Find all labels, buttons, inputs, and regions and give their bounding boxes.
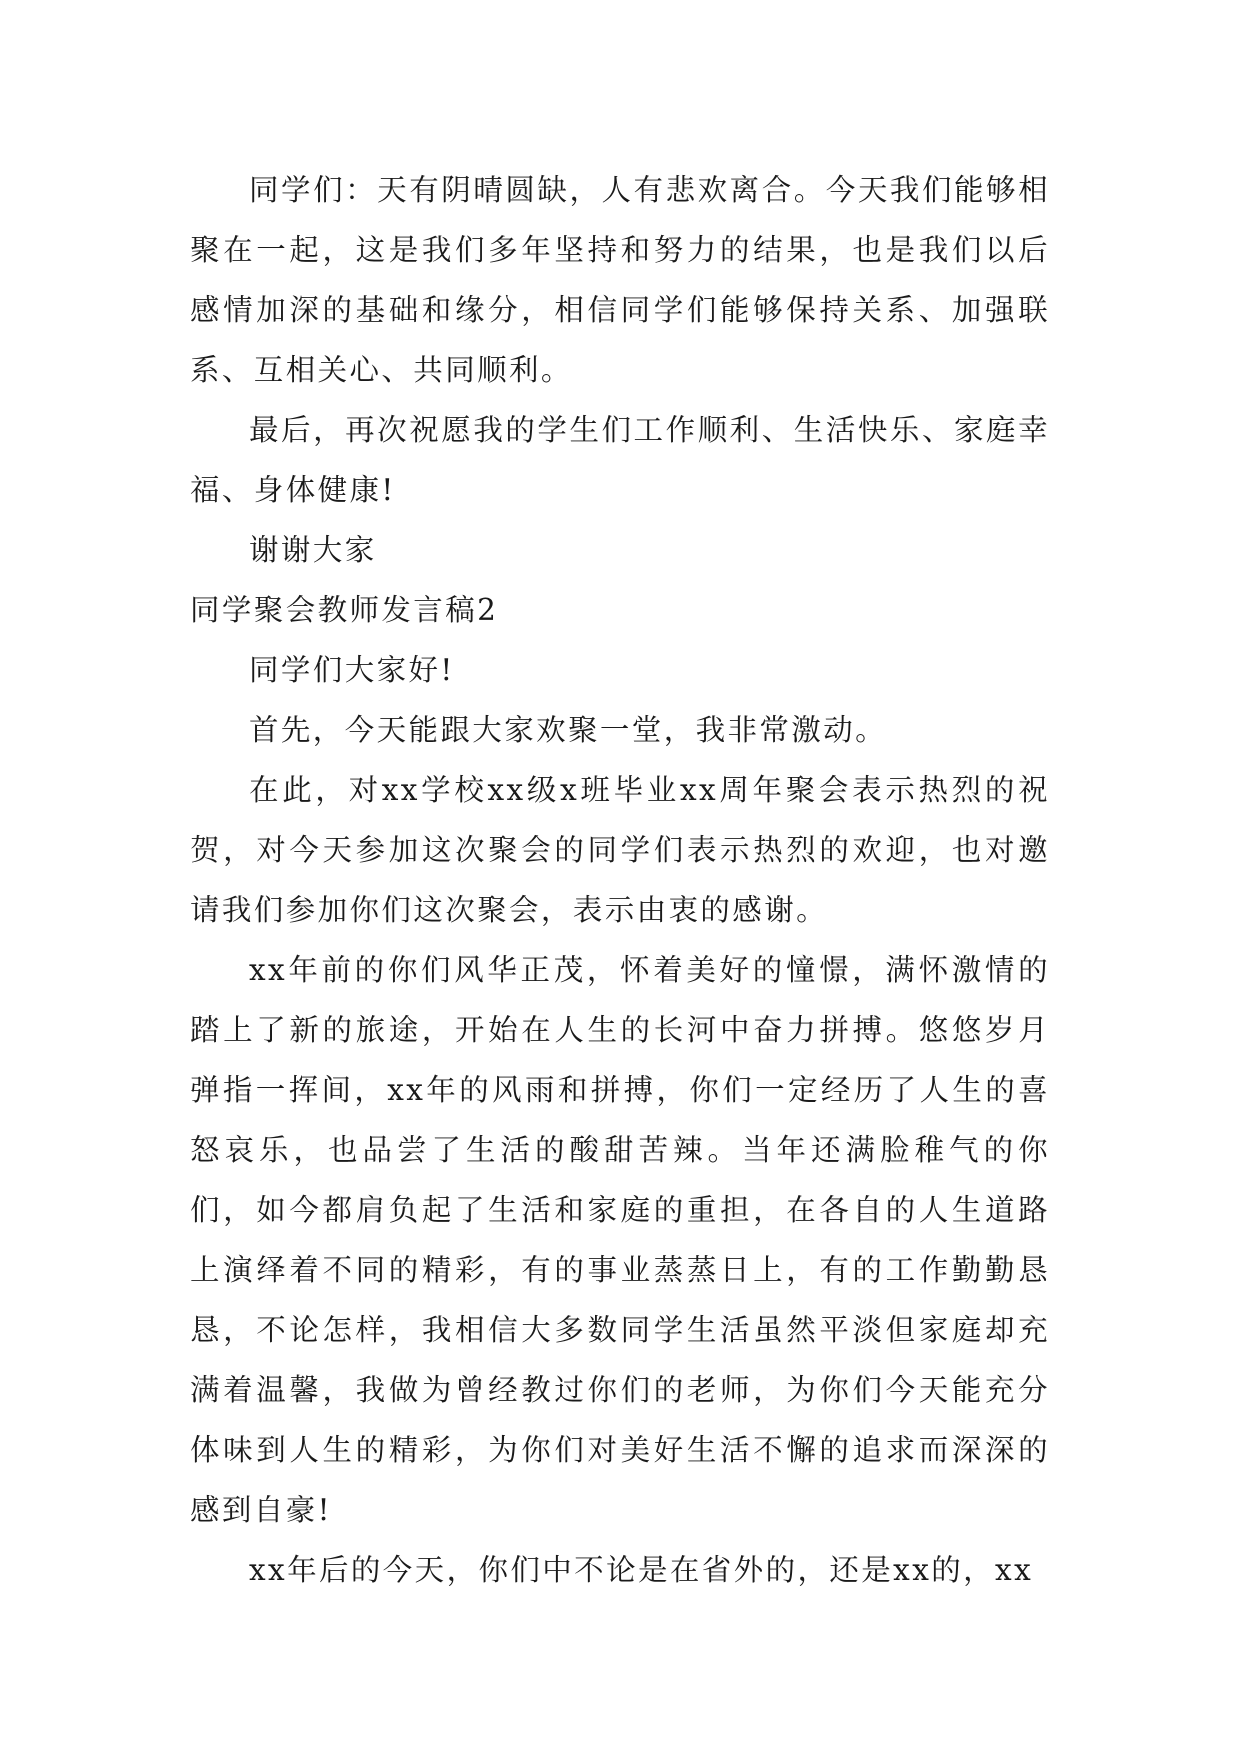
paragraph-greeting: 同学们大家好!: [249, 653, 455, 687]
paragraph-reflection: xx年前的你们风华正茂，怀着美好的憧憬，满怀激情的踏上了新的旅途，开始在人生的长河中奋力拼搏。悠悠岁月弹指一挥间，xx年的风雨和拼搏，你们一定经历了人生的喜怒哀乐，也品尝了生活的酸甜苦辣。当年还满脸稚气的你们，如今都肩负起了生活和家庭的重担，在各自的人生道路上演绎着不同的精彩，有的事业蒸蒸日上，有的工作勤勤恳恳，不论怎样，我相信大多数同学生活虽然平淡但家庭却充满着温馨，我做为曾经教过你们的老师，为你们今天能充分体味到人生的精彩，为你们对美好生活不懈的追求而深深的感到自豪!: [190, 953, 1050, 1527]
document-page: [190, 160, 1050, 1600]
paragraph-opening: 首先，今天能跟大家欢聚一堂，我非常激动。: [249, 713, 888, 747]
paragraph-thanks: 谢谢大家: [249, 533, 377, 567]
paragraph-classmates-reunion: 同学们：天有阴晴圆缺，人有悲欢离合。今天我们能够相聚在一起，这是我们多年坚持和努力的结果，也是我们以后感情加深的基础和缘分，相信同学们能够保持关系、加强联系、互相关心、共同顺利。: [190, 173, 1050, 387]
paragraph-today: xx年后的今天，你们中不论是在省外的，还是xx的，xx: [249, 1553, 1034, 1587]
paragraph-final-wishes: 最后，再次祝愿我的学生们工作顺利、生活快乐、家庭幸福、身体健康!: [190, 413, 1050, 507]
paragraph-congratulations: 在此，对xx学校xx级x班毕业xx周年聚会表示热烈的祝贺，对今天参加这次聚会的同学们表示热烈的欢迎，也对邀请我们参加你们这次聚会，表示由衷的感谢。: [190, 773, 1050, 927]
section-title: 同学聚会教师发言稿2: [190, 593, 499, 627]
